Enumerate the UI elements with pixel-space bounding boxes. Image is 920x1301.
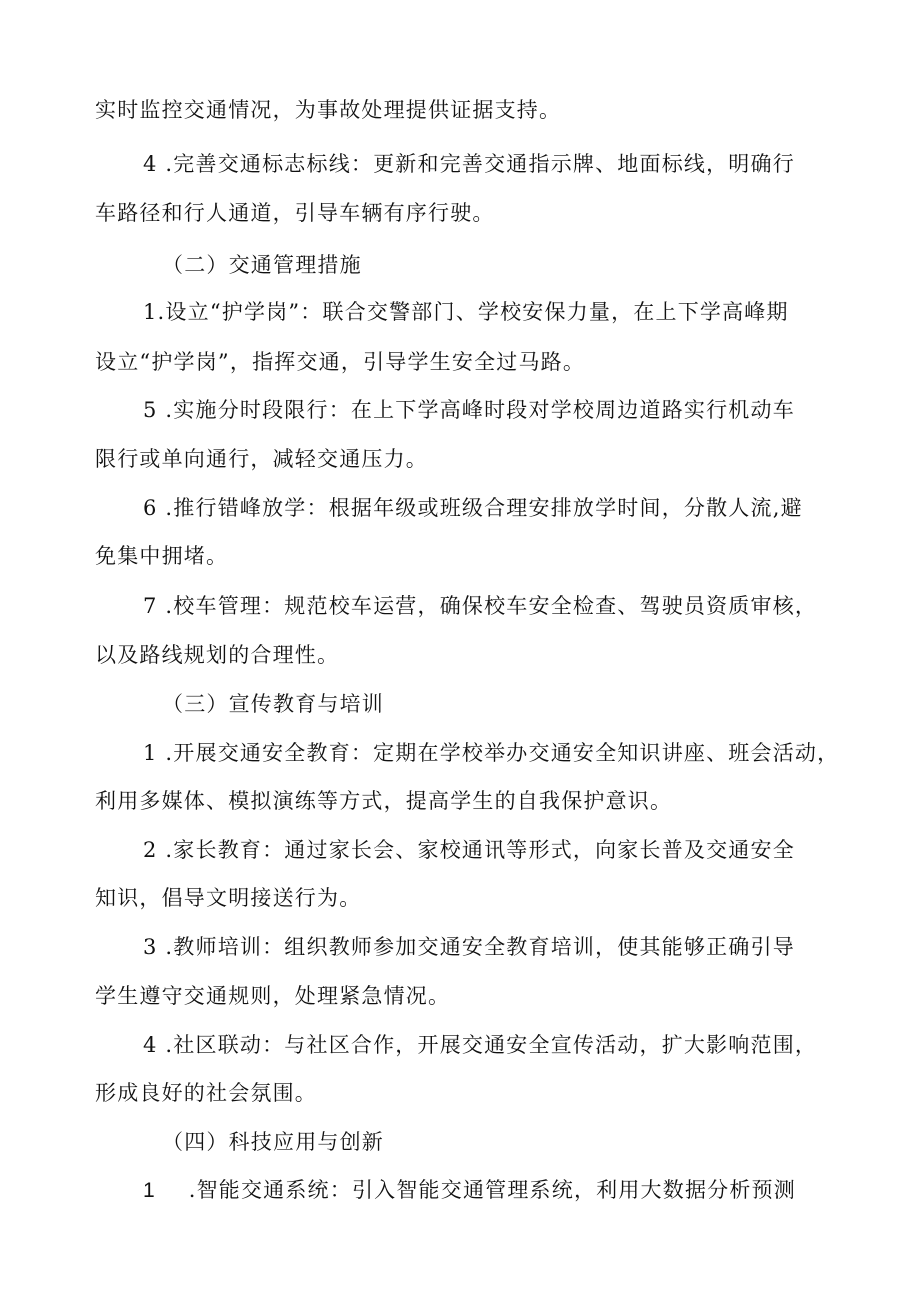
paragraph-line: 利用多媒体、模拟演练等方式，提高学生的自我保护意识。: [95, 789, 673, 813]
list-item-line: 3 .教师培训：组织教师参加交通安全教育培训，使其能够正确引导: [143, 935, 795, 959]
list-item-line: 4 .完善交通标志标线：更新和完善交通指示牌、地面标线，明确行: [143, 152, 795, 176]
list-item-text: .智能交通系统：引入智能交通管理系统，利用大数据分析预测: [188, 1178, 796, 1202]
list-item-line: 6 .推行错峰放学：根据年级或班级合理安排放学时间，分散人流,避: [143, 496, 803, 520]
paragraph-line: 设立“护学岗”，指挥交通，引导学生安全过马路。: [95, 350, 586, 374]
list-item-line: 4 .社区联动：与社区合作，开展交通安全宣传活动，扩大影响范围，: [143, 1033, 818, 1057]
section-heading: （二）交通管理措施: [162, 253, 362, 277]
paragraph-line: 形成良好的社会氛围。: [95, 1081, 317, 1105]
section-heading: （三）宣传教育与培训: [162, 692, 384, 716]
list-item-line: 7 .校车管理：规范校车运营，确保校车安全检查、驾驶员资质审核，: [143, 594, 818, 618]
paragraph-line: 学生遵守交通规则，处理紧急情况。: [95, 984, 451, 1008]
paragraph-line: 以及路线规划的合理性。: [95, 643, 340, 667]
paragraph-line: 限行或单向通行，减轻交通压力。: [95, 447, 428, 471]
list-item-number: 1: [143, 1179, 155, 1202]
paragraph-line: 免集中拥堵。: [95, 544, 229, 568]
list-item-line: 5 .实施分时段限行：在上下学高峰时段对学校周边道路实行机动车: [143, 398, 795, 422]
paragraph-line: 车路径和行人通道，引导车辆有序行驶。: [95, 201, 495, 225]
paragraph-line: 知识，倡导文明接送行为。: [95, 886, 362, 910]
list-item-line: 1.设立“护学岗”：联合交警部门、学校安保力量，在上下学高峰期: [143, 300, 789, 324]
paragraph-line: 实时监控交通情况，为事故处理提供证据支持。: [95, 98, 562, 122]
list-item-line: [143, 1178, 796, 1203]
section-heading: （四）科技应用与创新: [162, 1130, 384, 1154]
list-item-line: 2 .家长教育：通过家长会、家校通讯等形式，向家长普及交通安全: [143, 838, 795, 862]
list-item-line: 1 .开展交通安全教育：定期在学校举办交通安全知识讲座、班会活动，: [143, 741, 840, 765]
